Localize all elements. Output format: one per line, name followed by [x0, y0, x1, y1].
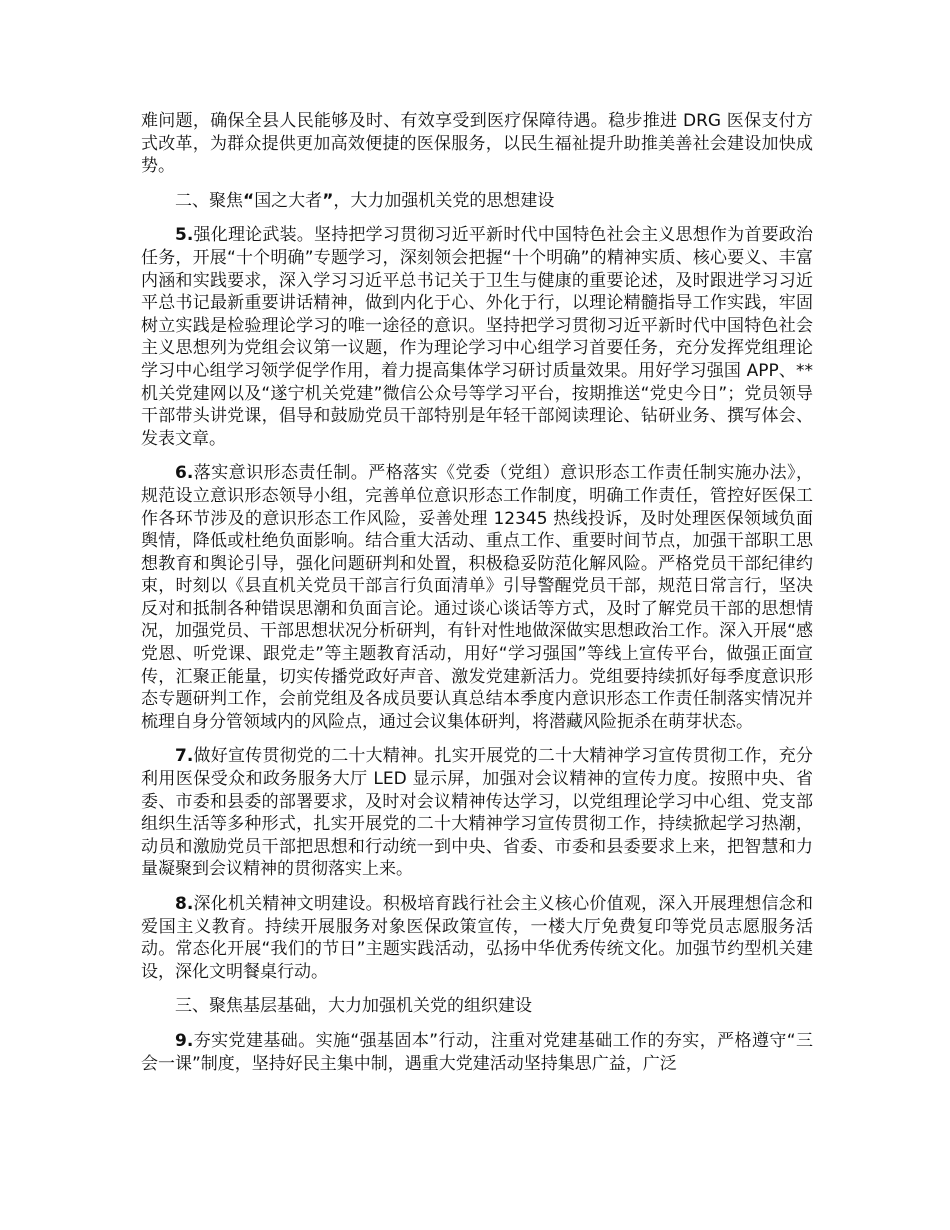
item-6-text: 落实意识形态责任制。严格落实《党委（党组）意识形态工作责任制实施办法》，规范设立意识形态领导小组，完善单位意识形态工作制度，明确工作责任，管控好医保工作各环节涉及的意识形态工作风险，妥善处理 12345 热线投诉，及时处理医保领域负面舆情，降低或杜绝负面影响。结合重大活动、重点工作、重要时间节点，加强干部职工思想教育和舆论引导，强化问题研判和处置，积极稳妥防范化解风险。严格党员干部纪律约束，时刻以《县直机关党员干部言行负面清单》引导警醒党员干部，规范日常言行，坚决反对和抵制各种错误思潮和负面言论。通过谈心谈话等方式，及时了解党员干部的思想情况，加强党员、干部思想状况分析研判，有针对性地做深做实思想政治工作。深入开展“感党恩、听党课、跟党走”等主题教育活动，用好“学习强国”等线上宣传平台，做强正面宣传，汇聚正能量，切实传播党政好声音、激发党建新活力。党组要持续抓好每季度意识形态专题研判工作，会前党组及各成员要认真总结本季度内意识形态工作责任制落实情况并梳理自身分管领域内的风险点，通过会议集体研判，将潜藏风险扼杀在萌芽状态。: [141, 463, 813, 732]
document-page: [141, 110, 813, 1087]
item-9-text: 夯实党建基础。实施“强基固本”行动，注重对党建基础工作的夯实，严格遵守“三会一课”制度，坚持好民主集中制，遇重大党建活动坚持集思广益，广泛: [141, 1030, 813, 1074]
paragraph-item-8: [141, 893, 813, 983]
intro-paragraph: 难问题，确保全县人民能够及时、有效享受到医疗保障待遇。稳步推进 DRG 医保支付方式改革，为群众提供更加高效便捷的医保服务，以民生福祉提升助推美善社会建设加快成势。: [141, 111, 813, 177]
item-9-number: 9.: [175, 1030, 194, 1051]
section-heading-2: [141, 190, 813, 213]
item-5-number: 5.: [175, 225, 194, 246]
item-8-text: 深化机关精神文明建设。积极培育践行社会主义核心价值观，深入开展理想信念和爱国主义教育。持续开展服务对象医保政策宣传，一楼大厅免费复印等党员志愿服务活动。常态化开展“我们的节日”主题实践活动，弘扬中华优秀传统文化。加强节约型机关建设，深化文明餐桌行动。: [141, 894, 813, 982]
section-heading-2-quote-close: ”: [322, 190, 334, 211]
section-heading-2-quote-text: 国之大者: [254, 190, 323, 211]
section-heading-2-suffix: ，大力加强机关党的思想建设: [333, 190, 555, 211]
paragraph-item-7: [141, 745, 813, 881]
paragraph-item-6: [141, 462, 813, 733]
item-7-number: 7.: [175, 746, 194, 767]
item-7-text: 做好宣传贯彻党的二十大精神。扎实开展党的二十大精神学习宣传贯彻工作，充分利用医保受众和政务服务大厅 LED 显示屏，加强对会议精神的宣传力度。按照中央、省委、市委和县委的部署要求，及时对会议精神传达学习，以党组理论学习中心组、党支部组织生活等多种形式，扎实开展党的二十大精神学习宣传贯彻工作，持续掀起学习热潮，动员和激励党员干部把思想和行动统一到中央、省委、市委和县委要求上来，把智慧和力量凝聚到会议精神的贯彻落实上来。: [141, 746, 813, 880]
item-6-number: 6.: [175, 463, 194, 484]
section-heading-2-prefix: 二、聚焦: [175, 190, 243, 211]
section-heading-2-quote-open: “: [243, 190, 255, 211]
paragraph-item-5: [141, 224, 813, 450]
section-heading-3: 三、聚焦基层基础，大力加强机关党的组织建设: [175, 996, 532, 1017]
item-5-text: 强化理论武装。坚持把学习贯彻习近平新时代中国特色社会主义思想作为首要政治任务，开展“十个明确”专题学习，深刻领会把握“十个明确”的精神实质、核心要义、丰富内涵和实践要求，深入学习习近平总书记关于卫生与健康的重要论述，及时跟进学习习近平总书记最新重要讲话精神，做到内化于心、外化于行，以理论精髓指导工作实践，牢固树立实践是检验理论学习的唯一途径的意识。坚持把学习贯彻习近平新时代中国特色社会主义思想列为党组会议第一议题，作为理论学习中心组学习首要任务，充分发挥党组理论学习中心组学习领学促学作用，着力提高集体学习研讨质量效果。用好学习强国 APP、**机关党建网以及“遂宁机关党建”微信公众号等学习平台，按期推送“党史今日”；党员领导干部带头讲党课，倡导和鼓励党员干部特别是年轻干部阅读理论、钻研业务、撰写体会、发表文章。: [141, 225, 813, 449]
paragraph-item-9: [141, 1030, 813, 1075]
item-8-number: 8.: [175, 894, 194, 914]
